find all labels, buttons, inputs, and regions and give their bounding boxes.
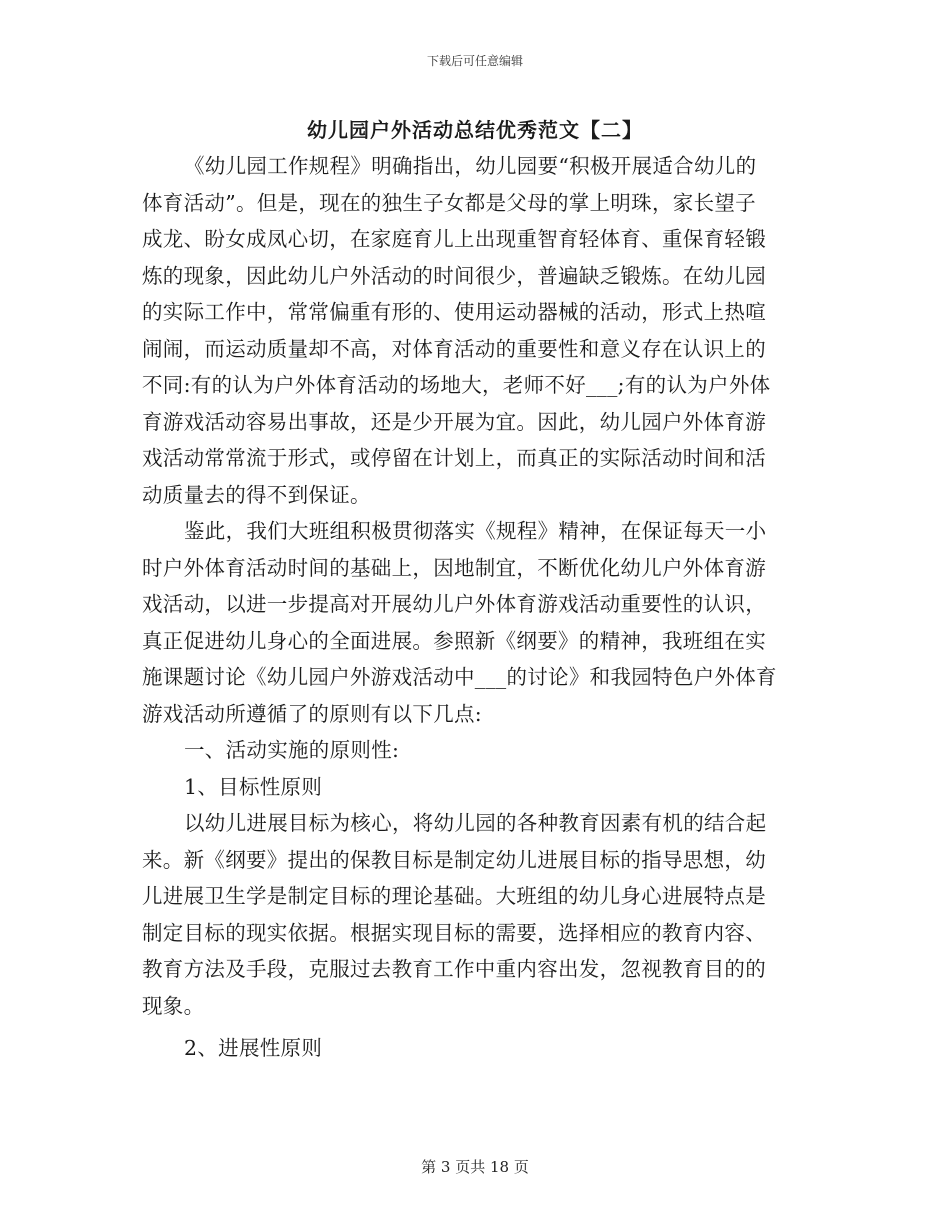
paragraph-line: 时户外体育活动时间的基础上，因地制宜，不断优化幼儿户外体育游 [142, 555, 766, 580]
document-title: 幼儿园户外活动总结优秀范文【二】 [307, 118, 643, 142]
paragraph-line: 《幼儿园工作规程》明确指出，幼儿园要“积极开展适合幼儿的 [184, 154, 757, 178]
paragraph-line: 的实际工作中，常常偏重有形的、使用运动器械的活动，形式上热喧 [142, 300, 766, 324]
paragraph-line: 鉴此，我们大班组积极贯彻落实《规程》精神，在保证每天一小 [184, 519, 767, 543]
section-heading: 一、活动实施的原则性: [184, 738, 400, 762]
paragraph-line: 游戏活动所遵循了的原则有以下几点: [142, 701, 483, 726]
subsection-heading: 1、目标性原则 [184, 774, 323, 799]
paragraph-line: 炼的现象，因此幼儿户外活动的时间很少，普遍缺乏锻炼。在幼儿园 [142, 263, 766, 288]
paragraph-line: 成龙、盼女成凤心切，在家庭育儿上出现重智育轻体育、重保育轻锻 [142, 227, 766, 251]
paragraph-line: 不同:有的认为户外体育活动的场地大，老师不好___;有的认为户外体 [142, 373, 771, 397]
paragraph-line: 制定目标的现实依据。根据实现目标的需要，选择相应的教育内容、 [142, 920, 766, 945]
paragraph-line: 来。新《纲要》提出的保教目标是制定幼儿进展目标的指导思想，幼 [142, 847, 766, 872]
paragraph-line: 育游戏活动容易出事故，还是少开展为宜。因此，幼儿园户外体育游 [142, 409, 766, 434]
paragraph-line: 施课题讨论《幼儿园户外游戏活动中___的讨论》和我园特色户外体育 [142, 665, 777, 689]
paragraph-line: 真正促进幼儿身心的全面进展。参照新《纲要》的精神，我班组在实 [142, 628, 766, 653]
paragraph-line: 儿进展卫生学是制定目标的理论基础。大班组的幼儿身心进展特点是 [142, 884, 766, 908]
paragraph-line: 现象。 [142, 993, 205, 1018]
paragraph-line: 体育活动”。但是，现在的独生子女都是父母的掌上明珠，家长望子 [142, 190, 756, 215]
paragraph-line: 戏活动，以进一步提高对开展幼儿户外体育游戏活动重要性的认识， [142, 592, 766, 616]
paragraph-line: 动质量去的得不到保证。 [142, 482, 371, 507]
subsection-heading: 2、进展性原则 [184, 1036, 323, 1060]
document-body [142, 148, 802, 1067]
paragraph-line: 闹闹，而运动质量却不高，对体育活动的重要性和意义存在认识上的 [142, 336, 766, 361]
paragraph-line: 戏活动常常流于形式，或停留在计划上，而真正的实际活动时间和活 [142, 446, 766, 470]
page-number: 第 3 页共 18 页 [421, 1158, 529, 1176]
header-note: 下载后可任意编辑 [426, 54, 523, 68]
paragraph-line: 以幼儿进展目标为核心，将幼儿园的各种教育因素有机的结合起 [184, 811, 767, 835]
paragraph-line: 教育方法及手段，克服过去教育工作中重内容出发，忽视教育目的的 [142, 957, 766, 981]
